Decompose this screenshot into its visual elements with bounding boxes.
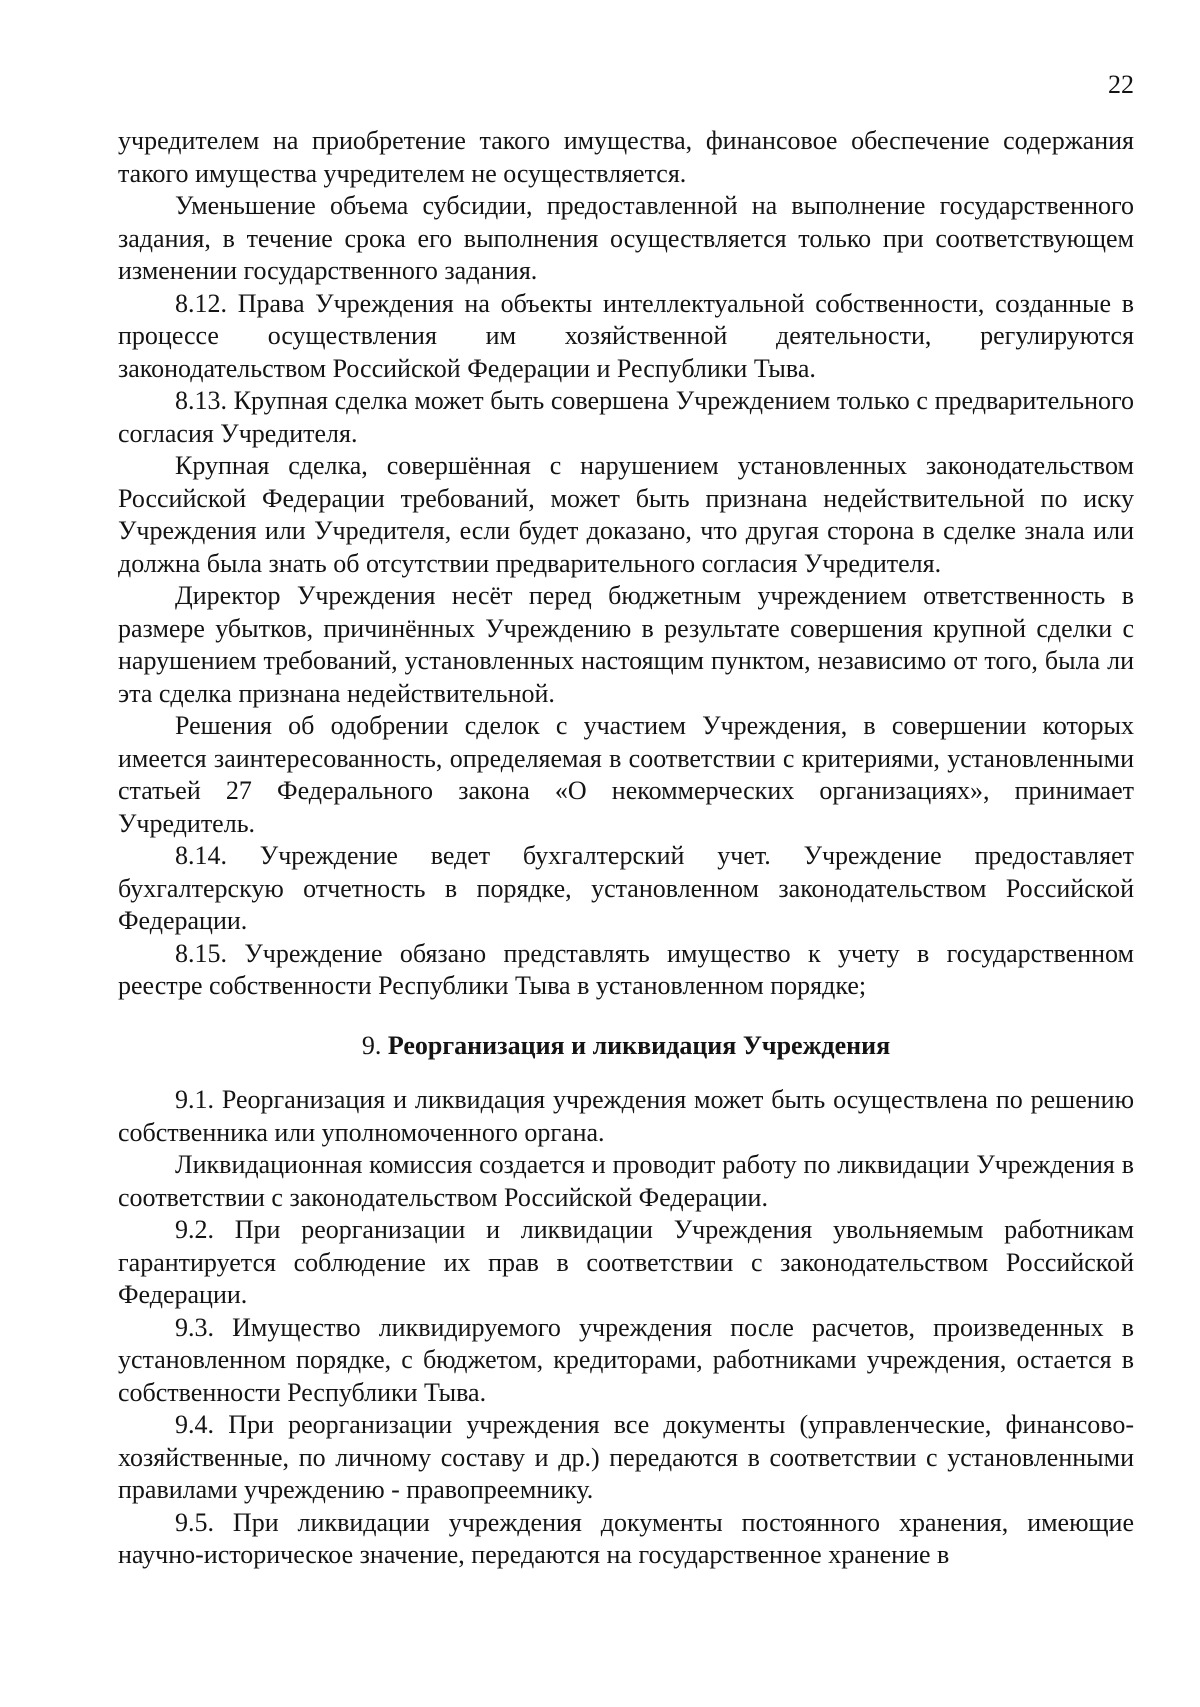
section-heading [118,1030,1134,1063]
paragraph: Ликвидационная комиссия создается и проводит работу по ликвидации Учреждения в соответствии с законодательством Российской Федерации. [118,1150,1134,1212]
document-body [118,125,1134,1572]
paragraph: Решения об одобрении сделок с участием Учреждения, в совершении которых имеется заинтересованность, определяемая в соответствии с критериями, установленными статьей 27 Федерального закона «О некоммерческих организациях», принимает Учредитель. [118,711,1134,838]
section-heading-title: Реорганизация и ликвидация Учреждения [387,1030,891,1060]
page-number: 22 [1108,70,1134,99]
paragraph: 9.1. Реорганизация и ликвидация учреждения может быть осуществлена по решению собственника или уполномоченного органа. [118,1085,1134,1147]
paragraph: 9.2. При реорганизации и ликвидации Учреждения увольняемым работникам гарантируется соблюдение их прав в соответствии с законодательством Российской Федерации. [118,1215,1134,1309]
paragraph: 8.12. Права Учреждения на объекты интеллектуальной собственности, созданные в процессе осуществления им хозяйственной деятельности, регулируются законодательством Российской Федерации и Республики Тыва. [118,288,1134,383]
paragraph: Директор Учреждения несёт перед бюджетным учреждением ответственность в размере убытков, причинённых Учреждению в результате совершения крупной сделки с нарушением требований, установленных настоящим пунктом, независимо от того, была ли эта сделка признана недействительной. [118,581,1134,708]
section-8-continuation [118,125,1134,1003]
paragraph: Уменьшение объема субсидии, предоставленной на выполнение государственного задания, в течение срока его выполнения осуществляется только при соответствующем изменении государственного задания. [118,191,1134,285]
paragraph: 8.13. Крупная сделка может быть совершена Учреждением только с предварительного согласия Учредителя. [118,386,1134,448]
paragraph: 8.15. Учреждение обязано представлять имущество к учету в государственном реестре собственности Республики Тыва в установленном порядке; [118,938,1134,1000]
paragraph: 9.3. Имущество ликвидируемого учреждения после расчетов, произведенных в установленном порядке, с бюджетом, кредиторами, работниками учреждения, остается в собственности Республики Тыва. [118,1312,1134,1407]
paragraph: 9.5. При ликвидации учреждения документы постоянного хранения, имеющие научно-историческое значение, передаются на государственное хранение в [118,1507,1134,1569]
paragraph: учредителем на приобретение такого имущества, финансовое обеспечение содержания такого имущества учредителем не осуществляется. [118,126,1134,188]
section-9-body [118,1084,1134,1572]
paragraph: Крупная сделка, совершённая с нарушением установленных законодательством Российской Федерации требований, может быть признана недействительной по иску Учреждения или Учредителя, если будет доказано, что другая сторона в сделке знала или должна была знать об отсутствии предварительного согласия Учредителя. [118,451,1134,578]
paragraph: 8.14. Учреждение ведет бухгалтерский учет. Учреждение предоставляет бухгалтерскую отчетность в порядке, установленном законодательством Российской Федерации. [118,841,1134,935]
section-heading-number: 9. [361,1030,388,1060]
paragraph: 9.4. При реорганизации учреждения все документы (управленческие, финансово-хозяйственные, по личному составу и др.) передаются в соответствии с установленными правилами учреждению - правопреемнику. [118,1410,1134,1504]
